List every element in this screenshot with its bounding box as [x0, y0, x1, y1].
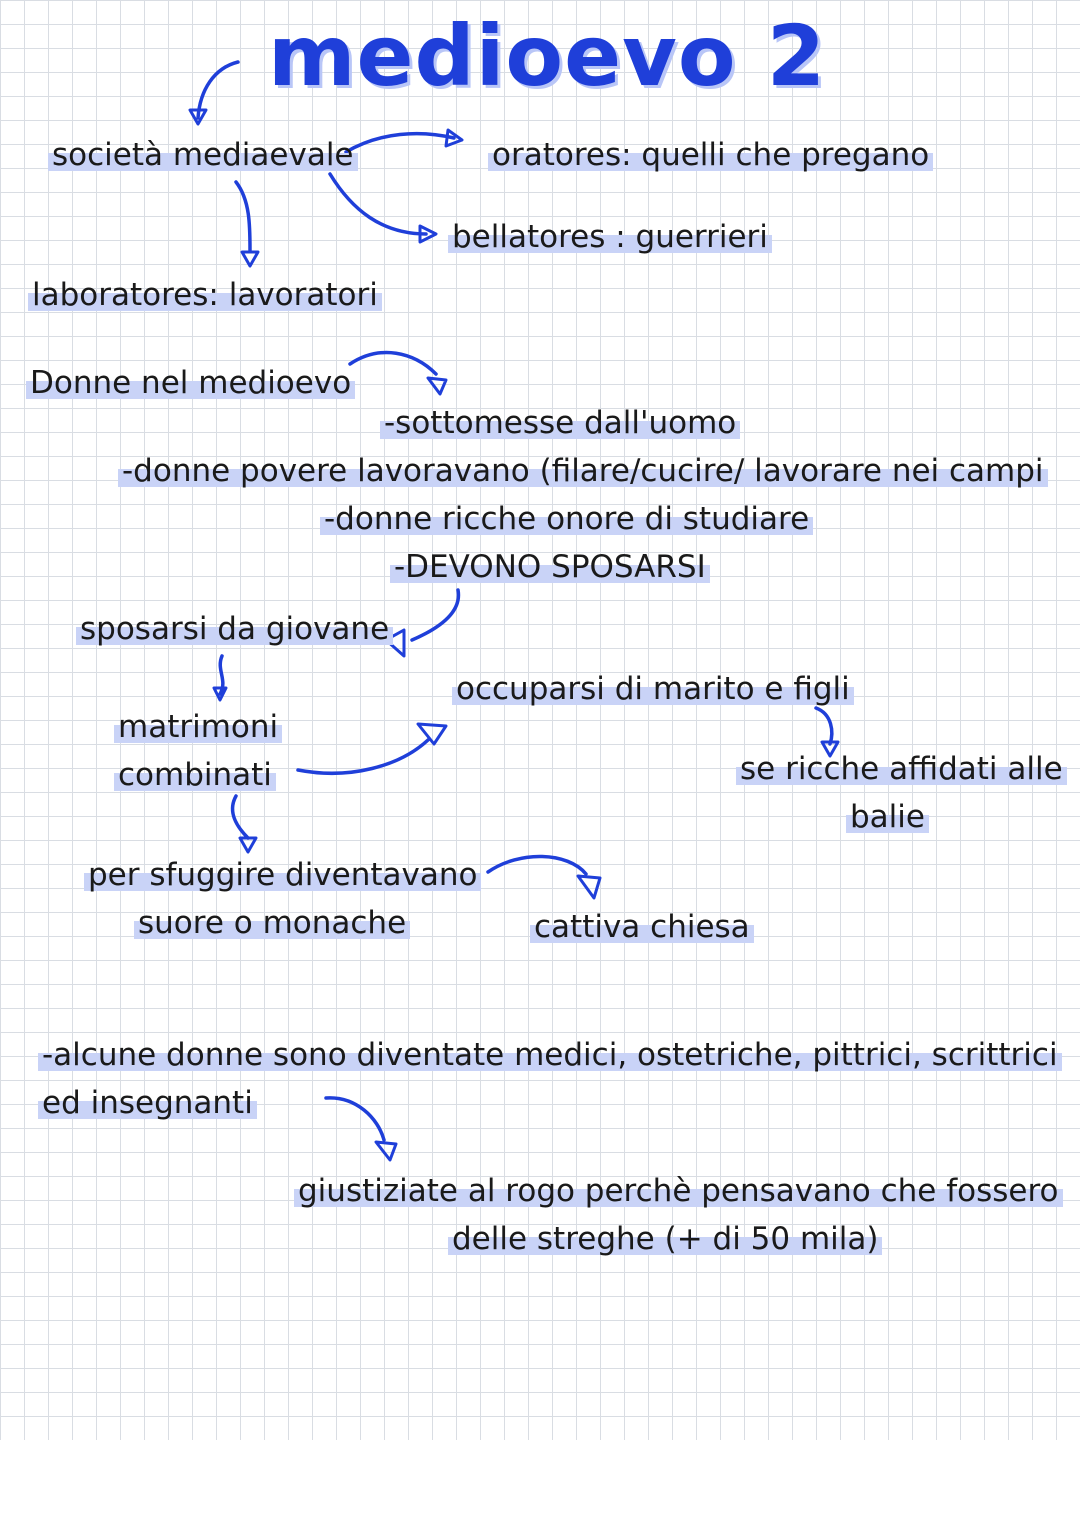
bad-church: cattiva chiesa [530, 908, 754, 946]
care-family: occuparsi di marito e figli [452, 670, 854, 708]
marry-young: sposarsi da giovane [76, 610, 393, 648]
arranged-marriages-2: combinati [114, 756, 276, 794]
society-root: società mediaevale [48, 136, 358, 174]
executed-1: giustiziate al rogo perchè pensavano che fossero [294, 1172, 1063, 1210]
arrowhead-chiesa [578, 876, 600, 898]
escape-2: suore o monache [134, 904, 410, 942]
professions-1: -alcune donne sono diventate medici, ostetriche, pittrici, scrittrici [38, 1036, 1062, 1074]
women-point-2: -donne povere lavoravano (filare/cucire/ lavorare nei campi [118, 452, 1048, 490]
rich-nannies-2: balie [846, 798, 929, 836]
page-title: medioevo 2 [268, 7, 827, 105]
arrow-society-to-laboratores [236, 182, 250, 250]
women-heading: Donne nel medioevo [26, 364, 355, 402]
arranged-marriages-1: matrimoni [114, 708, 282, 746]
arrow-donne-to-points [350, 353, 436, 374]
executed-2: delle streghe (+ di 50 mila) [448, 1220, 882, 1258]
arrow-figli-to-ricche [816, 708, 832, 744]
arrowhead-donne [428, 378, 446, 394]
arrow-sfuggire-to-chiesa [488, 856, 586, 874]
women-point-3: -donne ricche onore di studiare [320, 500, 813, 538]
escape-1: per sfuggire diventavano [84, 856, 481, 894]
professions-2: ed insegnanti [38, 1084, 257, 1122]
arrow-combinati-to-occuparsi [298, 740, 428, 773]
women-point-1: -sottomesse dall'uomo [380, 404, 740, 442]
women-point-4: -DEVONO SPOSARSI [390, 548, 710, 586]
rich-nannies-1: se ricche affidati alle [736, 750, 1067, 788]
arrow-combinati-to-sfuggire [233, 796, 248, 838]
arrowhead-laboratores [242, 252, 258, 266]
bellatores-label: bellatores : guerrieri [448, 218, 772, 256]
arrow-devono-to-sposarsi [412, 590, 458, 640]
arrow-insegnanti-to-giustiziate [326, 1098, 384, 1140]
arrow-society-to-bellatores [330, 174, 426, 234]
arrow-society-to-oratores [346, 134, 454, 152]
arrowhead-occuparsi [418, 724, 446, 744]
arrowhead-giustiziate [376, 1142, 396, 1160]
arrowhead-sfuggire [240, 838, 256, 852]
oratores-label: oratores: quelli che pregano [488, 136, 933, 174]
laboratores-label: laboratores: lavoratori [28, 276, 382, 314]
